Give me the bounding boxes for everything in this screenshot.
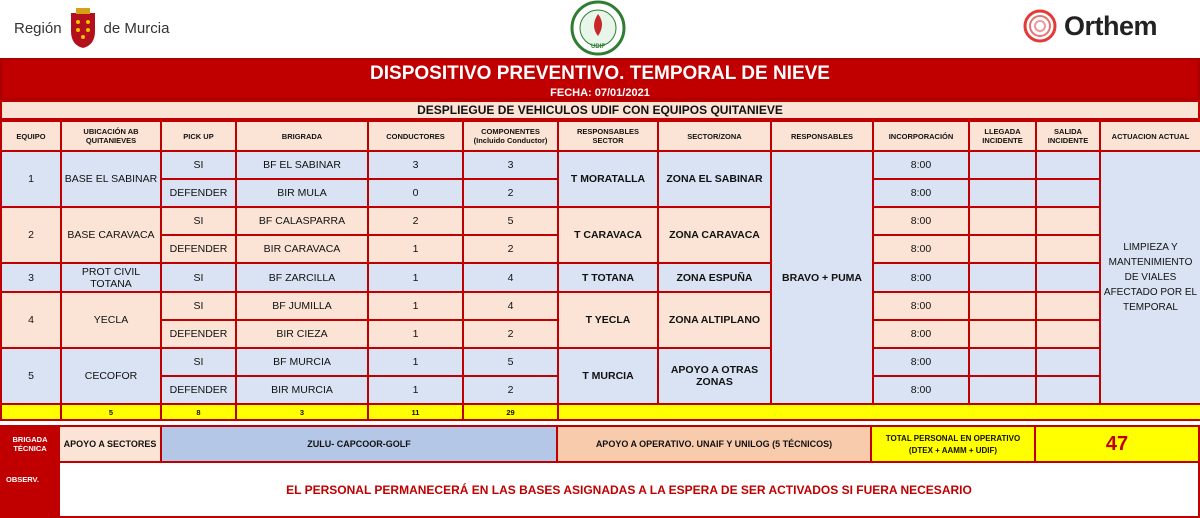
- ubicacion-cell: BASE CARAVACA: [61, 207, 161, 263]
- date-label: FECHA: 07/01/2021: [550, 87, 650, 99]
- salida-cell: [1036, 179, 1100, 207]
- salida-cell: [1036, 151, 1100, 179]
- zulu-cell: ZULU- CAPCOOR-GOLF: [160, 425, 558, 463]
- equipo-cell: 4: [1, 292, 61, 348]
- column-header: PICK UP: [161, 121, 236, 151]
- componentes-cell: 2: [463, 235, 558, 263]
- sector-cell: APOYO A OTRAS ZONAS: [658, 348, 771, 404]
- conductores-cell: 1: [368, 348, 463, 376]
- title-band: [0, 58, 1200, 100]
- equipo-cell: 2: [1, 207, 61, 263]
- componentes-cell: 4: [463, 263, 558, 292]
- orthem-logo: [1022, 6, 1157, 46]
- column-header: CONDUCTORES: [368, 121, 463, 151]
- resp-sector-cell: T MORATALLA: [558, 151, 658, 207]
- crest-icon: [68, 7, 98, 49]
- conductores-cell: 2: [368, 207, 463, 235]
- salida-cell: [1036, 235, 1100, 263]
- conductores-cell: 1: [368, 235, 463, 263]
- svg-text:UDIF: UDIF: [591, 44, 605, 50]
- sector-cell: ZONA CARAVACA: [658, 207, 771, 263]
- incorporacion-cell: 8:00: [873, 348, 969, 376]
- brigada-cell: BF JUMILLA: [236, 292, 368, 320]
- sector-cell: ZONA ESPUÑA: [658, 263, 771, 292]
- table-row: [1, 207, 1200, 235]
- table-header-row: [1, 121, 1200, 151]
- column-header: BRIGRADA: [236, 121, 368, 151]
- page-header: [0, 0, 1200, 58]
- resp-sector-cell: T TOTANA: [558, 263, 658, 292]
- pickup-cell: SI: [161, 263, 236, 292]
- orthem-text: Orthem: [1064, 10, 1158, 41]
- incorporacion-cell: 8:00: [873, 151, 969, 179]
- llegada-cell: [969, 151, 1036, 179]
- equipo-cell: 1: [1, 151, 61, 207]
- salida-cell: [1036, 348, 1100, 376]
- llegada-cell: [969, 263, 1036, 292]
- ubicacion-cell: BASE EL SABINAR: [61, 151, 161, 207]
- brigada-tecnica-label: BRIGADA TÉCNICA: [0, 425, 60, 463]
- apoyo-sectores-cell: APOYO A SECTORES: [58, 425, 162, 463]
- total-pickup: 8: [161, 404, 236, 420]
- column-header: INCORPORACIÓN: [873, 121, 969, 151]
- total-personal-value: 47: [1034, 425, 1200, 463]
- pickup-cell: DEFENDER: [161, 179, 236, 207]
- incorporacion-cell: 8:00: [873, 263, 969, 292]
- incorporacion-cell: 8:00: [873, 235, 969, 263]
- column-header: COMPONENTES (Incluido Conductor): [463, 121, 558, 151]
- brigada-cell: BIR MURCIA: [236, 376, 368, 404]
- table-row: [1, 348, 1200, 376]
- brigada-cell: BIR CARAVACA: [236, 235, 368, 263]
- section-subtitle: DESPLIEGUE DE VEHICULOS UDIF CON EQUIPOS QUITANIEVE: [0, 100, 1200, 120]
- salida-cell: [1036, 292, 1100, 320]
- total-brigada: 3: [236, 404, 368, 420]
- conductores-cell: 1: [368, 376, 463, 404]
- deployment-table: [0, 120, 1200, 421]
- conductores-cell: 1: [368, 292, 463, 320]
- resp-sector-cell: T YECLA: [558, 292, 658, 348]
- componentes-cell: 2: [463, 376, 558, 404]
- orthem-swirl-icon: [1022, 8, 1058, 44]
- llegada-cell: [969, 207, 1036, 235]
- region-murcia-logo: [14, 6, 169, 50]
- column-header: SECTOR/ZONA: [658, 121, 771, 151]
- brigada-cell: BF ZARCILLA: [236, 263, 368, 292]
- logo-text-murcia: de Murcia: [103, 19, 170, 37]
- llegada-cell: [969, 235, 1036, 263]
- column-header: SALIDA INCIDENTE: [1036, 121, 1100, 151]
- componentes-cell: 2: [463, 179, 558, 207]
- componentes-cell: 5: [463, 207, 558, 235]
- llegada-cell: [969, 179, 1036, 207]
- table-row: [1, 292, 1200, 320]
- componentes-cell: 5: [463, 348, 558, 376]
- salida-cell: [1036, 207, 1100, 235]
- observ-label: OBSERV.: [0, 461, 60, 518]
- brigada-cell: BF EL SABINAR: [236, 151, 368, 179]
- incorporacion-cell: 8:00: [873, 292, 969, 320]
- total-personal-cell: [870, 425, 1036, 463]
- conductores-cell: 1: [368, 263, 463, 292]
- salida-cell: [1036, 263, 1100, 292]
- incorporacion-cell: 8:00: [873, 320, 969, 348]
- ubicacion-cell: YECLA: [61, 292, 161, 348]
- pickup-cell: DEFENDER: [161, 235, 236, 263]
- pickup-cell: SI: [161, 151, 236, 179]
- equipo-cell: 3: [1, 263, 61, 292]
- conductores-cell: 3: [368, 151, 463, 179]
- llegada-cell: [969, 292, 1036, 320]
- pickup-cell: SI: [161, 207, 236, 235]
- total-componentes: 29: [463, 404, 558, 420]
- llegada-cell: [969, 376, 1036, 404]
- incorporacion-cell: 8:00: [873, 376, 969, 404]
- llegada-cell: [969, 320, 1036, 348]
- salida-cell: [1036, 320, 1100, 348]
- udif-logo: [563, 0, 633, 58]
- componentes-cell: 4: [463, 292, 558, 320]
- column-header: ACTUACION ACTUAL: [1100, 121, 1200, 151]
- observ-text: EL PERSONAL PERMANECERÁ EN LAS BASES ASIGNADAS A LA ESPERA DE SER ACTIVADOS SI FUERA NECESARIO: [58, 461, 1200, 518]
- brigada-cell: BIR MULA: [236, 179, 368, 207]
- llegada-cell: [969, 348, 1036, 376]
- pickup-cell: SI: [161, 292, 236, 320]
- resp-sector-cell: T CARAVACA: [558, 207, 658, 263]
- total-conductores: 11: [368, 404, 463, 420]
- column-header: UBICACIÓN AB QUITANIEVES: [61, 121, 161, 151]
- apoyo-operativo-cell: APOYO A OPERATIVO. UNAIF Y UNILOG (5 TÉCNICOS): [556, 425, 872, 463]
- ubicacion-cell: PROT CIVIL TOTANA: [61, 263, 161, 292]
- resp-sector-cell: T MURCIA: [558, 348, 658, 404]
- column-header: RESPONSABLES SECTOR: [558, 121, 658, 151]
- pickup-cell: DEFENDER: [161, 376, 236, 404]
- total-personal-line1: TOTAL PERSONAL EN OPERATIVO: [885, 433, 1021, 443]
- sector-cell: ZONA EL SABINAR: [658, 151, 771, 207]
- total-ubicacion: 5: [61, 404, 161, 420]
- udif-emblem-icon: [563, 0, 633, 58]
- table-row: [1, 151, 1200, 179]
- totals-empty-cell: [1, 404, 61, 420]
- responsables-cell: BRAVO + PUMA: [771, 151, 873, 404]
- conductores-cell: 1: [368, 320, 463, 348]
- conductores-cell: 0: [368, 179, 463, 207]
- column-header: RESPONSABLES: [771, 121, 873, 151]
- brigada-cell: BF CALASPARRA: [236, 207, 368, 235]
- sector-cell: ZONA ALTIPLANO: [658, 292, 771, 348]
- totals-filler: [558, 404, 1200, 420]
- pickup-cell: DEFENDER: [161, 320, 236, 348]
- page-title: DISPOSITIVO PREVENTIVO. TEMPORAL DE NIEVE: [370, 63, 830, 84]
- logo-text-region: Región: [14, 19, 62, 37]
- actuacion-cell: LIMPIEZA Y MANTENIMIENTO DE VIALES AFECTADO POR EL TEMPORAL: [1100, 151, 1200, 404]
- total-personal-line2: (DTEX + AAMM + UDIF): [908, 445, 998, 455]
- table-row: [1, 263, 1200, 292]
- salida-cell: [1036, 376, 1100, 404]
- brigada-cell: BIR CIEZA: [236, 320, 368, 348]
- pickup-cell: SI: [161, 348, 236, 376]
- brigada-cell: BF MURCIA: [236, 348, 368, 376]
- ubicacion-cell: CECOFOR: [61, 348, 161, 404]
- componentes-cell: 2: [463, 320, 558, 348]
- incorporacion-cell: 8:00: [873, 179, 969, 207]
- column-header: LLEGADA INCIDENTE: [969, 121, 1036, 151]
- totals-row: [1, 404, 1200, 420]
- column-header: EQUIPO: [1, 121, 61, 151]
- incorporacion-cell: 8:00: [873, 207, 969, 235]
- equipo-cell: 5: [1, 348, 61, 404]
- componentes-cell: 3: [463, 151, 558, 179]
